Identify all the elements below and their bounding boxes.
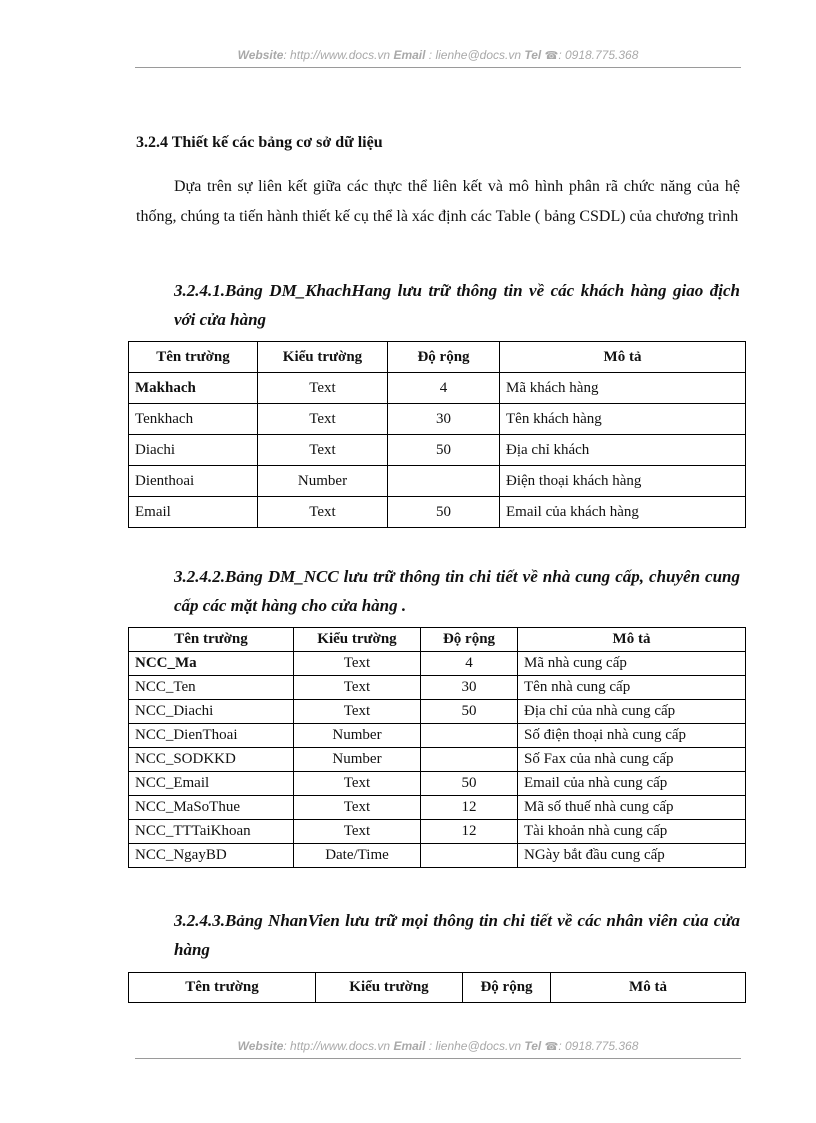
table-cell: 4 — [421, 652, 518, 676]
table-cell: Tenkhach — [129, 404, 258, 435]
table-cell: Mã khách hàng — [500, 373, 746, 404]
table-row — [129, 466, 746, 497]
table-cell: 12 — [421, 820, 518, 844]
website-label: Website — [237, 48, 284, 62]
table-header-row — [129, 342, 746, 373]
table-cell: Email — [129, 497, 258, 528]
table-row — [129, 435, 746, 466]
table-ncc — [128, 627, 746, 868]
table-cell — [421, 748, 518, 772]
table-cell: 4 — [388, 373, 500, 404]
table-cell: NGày bắt đầu cung cấp — [518, 844, 746, 868]
table-cell: Text — [258, 435, 388, 466]
column-header: Mô tả — [551, 973, 746, 1003]
table-cell: Mã nhà cung cấp — [518, 652, 746, 676]
intro-paragraph: Dựa trên sự liên kết giữa các thực thể liên kết và mô hình phân rã chức năng của hệ thống, chúng ta tiến hành thiết kế cụ thể là xác định các Table ( bảng CSDL) của chương trình — [136, 178, 740, 225]
page-header — [135, 47, 741, 68]
table-row — [129, 652, 746, 676]
table-cell: Dienthoai — [129, 466, 258, 497]
table-cell: NCC_Ma — [129, 652, 294, 676]
table-header-row — [129, 628, 746, 652]
table-cell: Text — [294, 772, 421, 796]
table-cell: 12 — [421, 796, 518, 820]
email-label: Email — [393, 1039, 426, 1053]
table-cell: Địa chỉ của nhà cung cấp — [518, 700, 746, 724]
table-cell: Tài khoản nhà cung cấp — [518, 820, 746, 844]
website-label: Website — [237, 1039, 284, 1053]
table-cell: NCC_DienThoai — [129, 724, 294, 748]
table-cell: Number — [294, 724, 421, 748]
table-cell: Date/Time — [294, 844, 421, 868]
column-header: Mô tả — [500, 342, 746, 373]
table-cell: 50 — [388, 435, 500, 466]
table-cell: Text — [294, 796, 421, 820]
table-row — [129, 820, 746, 844]
table-cell: 30 — [388, 404, 500, 435]
table-row — [129, 724, 746, 748]
table-cell: Số Fax của nhà cung cấp — [518, 748, 746, 772]
table-cell: Number — [294, 748, 421, 772]
table-caption-khachhang: 3.2.4.1.Bảng DM_KhachHang lưu trữ thông tin về các khách hàng giao địch với cửa hàng — [174, 281, 740, 329]
website-url: : http://www.docs.vn — [283, 1039, 394, 1053]
table-cell: NCC_Diachi — [129, 700, 294, 724]
table-cell: Địa chỉ khách — [500, 435, 746, 466]
column-header: Kiểu trường — [258, 342, 388, 373]
table-cell: Makhach — [129, 373, 258, 404]
tel-label: Tel — [524, 48, 542, 62]
table-cell — [421, 844, 518, 868]
table-cell: NCC_TTTaiKhoan — [129, 820, 294, 844]
phone-icon: ☎ — [544, 50, 559, 62]
table-cell: NCC_Ten — [129, 676, 294, 700]
table-row — [129, 404, 746, 435]
column-header: Tên trường — [129, 342, 258, 373]
column-header: Mô tả — [518, 628, 746, 652]
table-caption-ncc: 3.2.4.2.Bảng DM_NCC lưu trữ thông tin chi tiết về nhà cung cấp, chuyên cung cấp các mặt hàng cho cửa hàng . — [174, 567, 740, 615]
section-heading: 3.2.4 Thiết kế các bảng cơ sở dữ liệu — [136, 134, 383, 151]
table-cell — [421, 724, 518, 748]
table-cell: Email của nhà cung cấp — [518, 772, 746, 796]
page-footer — [135, 1038, 741, 1059]
table-cell: Tên nhà cung cấp — [518, 676, 746, 700]
column-header: Độ rộng — [388, 342, 500, 373]
table-cell: Mã số thuế nhà cung cấp — [518, 796, 746, 820]
email-address: : lienhe@docs.vn — [425, 1039, 525, 1053]
email-address: : lienhe@docs.vn — [425, 48, 525, 62]
phone-icon: ☎ — [544, 1041, 559, 1053]
column-header: Tên trường — [129, 628, 294, 652]
table-cell: 50 — [388, 497, 500, 528]
table-cell: Text — [294, 676, 421, 700]
table-row — [129, 748, 746, 772]
website-url: : http://www.docs.vn — [283, 48, 394, 62]
table-cell: Tên khách hàng — [500, 404, 746, 435]
table-cell: Text — [294, 652, 421, 676]
table-caption-nhanvien: 3.2.4.3.Bảng NhanVien lưu trữ mọi thông tin chi tiết về các nhân viên của cửa hàng — [174, 911, 740, 959]
column-header: Kiểu trường — [294, 628, 421, 652]
table-cell: Text — [294, 700, 421, 724]
table-header-row — [129, 973, 746, 1003]
table-row — [129, 796, 746, 820]
email-label: Email — [393, 48, 426, 62]
table-cell: Diachi — [129, 435, 258, 466]
table-row — [129, 497, 746, 528]
table-row — [129, 373, 746, 404]
tel-label: Tel — [524, 1039, 542, 1053]
table-cell: NCC_MaSoThue — [129, 796, 294, 820]
table-cell: NCC_NgayBD — [129, 844, 294, 868]
table-cell: 50 — [421, 772, 518, 796]
table-cell: 50 — [421, 700, 518, 724]
table-row — [129, 676, 746, 700]
column-header: Tên trường — [129, 973, 316, 1003]
table-cell: Text — [294, 820, 421, 844]
column-header: Độ rộng — [463, 973, 551, 1003]
table-khachhang — [128, 341, 746, 528]
table-row — [129, 844, 746, 868]
table-cell: Email của khách hàng — [500, 497, 746, 528]
column-header: Độ rộng — [421, 628, 518, 652]
table-cell: 30 — [421, 676, 518, 700]
table-nhanvien — [128, 972, 746, 1003]
table-cell: NCC_SODKKD — [129, 748, 294, 772]
table-cell: Text — [258, 404, 388, 435]
table-cell: Số điện thoại nhà cung cấp — [518, 724, 746, 748]
table-cell: Text — [258, 497, 388, 528]
table-row — [129, 772, 746, 796]
table-cell — [388, 466, 500, 497]
table-cell: Text — [258, 373, 388, 404]
table-cell: Number — [258, 466, 388, 497]
phone-number: : 0918.775.368 — [558, 1039, 639, 1053]
table-cell: NCC_Email — [129, 772, 294, 796]
column-header: Kiểu trường — [316, 973, 463, 1003]
table-row — [129, 700, 746, 724]
table-cell: Điện thoại khách hàng — [500, 466, 746, 497]
phone-number: : 0918.775.368 — [558, 48, 639, 62]
